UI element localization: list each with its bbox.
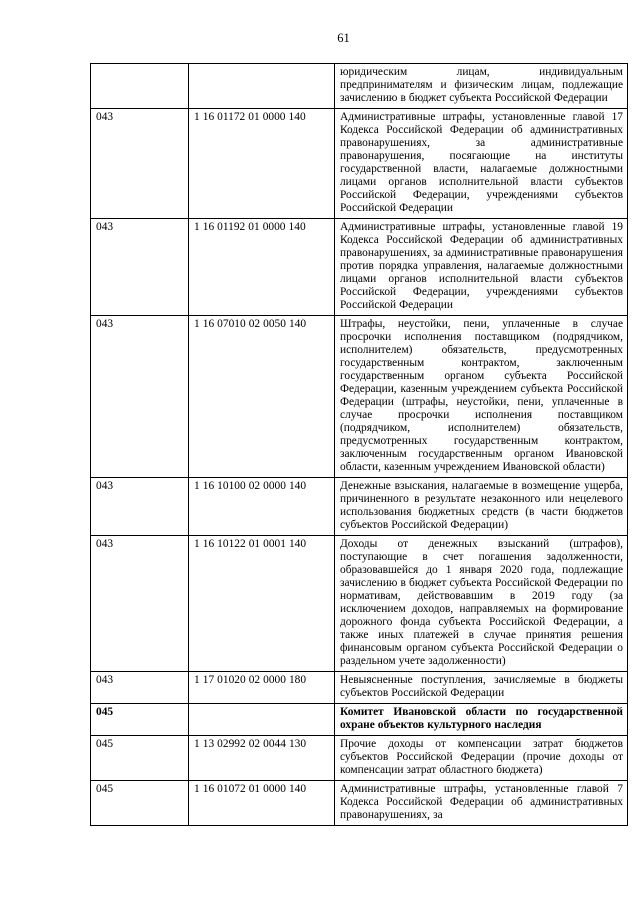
description-cell: юридическим лицам, индивидуальным предпринимателям и физическим лицам, подлежащие зачислению в бюджет субъекта Российской Федерации [335, 64, 628, 109]
table-row [91, 478, 628, 536]
admin-code-cell: 043 [91, 316, 189, 478]
description-cell: Штрафы, неустойки, пени, уплаченные в случае просрочки исполнения поставщиком (подрядчиком, исполнителем) обязательств, предусмотренных государственным контрактом, заключенным государственным органом субъекта Российской Федерации, казенным учреждением субъекта Российской Федерации (штрафы, неустойки, пени, уплаченные в случае просрочки исполнения поставщиком (подрядчиком, исполнителем) обязательств, предусмотренных государственным контрактом, заключенным государственным органом Ивановской области, казенным учреждением Ивановской области) [335, 316, 628, 478]
admin-code-cell: 045 [91, 704, 189, 736]
page-number: 61 [337, 31, 350, 45]
description-cell: Комитет Ивановской области по государственной охране объектов культурного наследия [335, 704, 628, 736]
table-row [91, 781, 628, 826]
kbk-code-cell [189, 64, 335, 109]
description-cell: Административные штрафы, установленные главой 19 Кодекса Российской Федерации об административных правонарушениях, за административные правонарушения против порядка управления, налагаемые должностными лицами органов исполнительной власти субъектов Российской Федерации, учреждениями субъектов Российской Федерации [335, 219, 628, 316]
kbk-code-cell: 1 16 01172 01 0000 140 [189, 109, 335, 219]
description-cell: Административные штрафы, установленные главой 7 Кодекса Российской Федерации об административных правонарушениях, за [335, 781, 628, 826]
description-cell: Административные штрафы, установленные главой 17 Кодекса Российской Федерации об административных правонарушениях, за административные правонарушения, посягающие на институты государственной власти, налагаемые должностными лицами органов исполнительной власти субъектов Российской Федерации, учреждениями субъектов Российской Федерации [335, 109, 628, 219]
kbk-code-cell [189, 704, 335, 736]
kbk-code-cell: 1 16 07010 02 0050 140 [189, 316, 335, 478]
table-row [91, 704, 628, 736]
table-row [91, 219, 628, 316]
kbk-code-cell: 1 16 10122 01 0001 140 [189, 536, 335, 672]
description-cell: Денежные взыскания, налагаемые в возмещение ущерба, причиненного в результате незаконного или нецелевого использования бюджетных средств (в части бюджетов субъектов Российской Федерации) [335, 478, 628, 536]
admin-code-cell: 045 [91, 736, 189, 781]
table-row [91, 736, 628, 781]
admin-code-cell: 043 [91, 478, 189, 536]
kbk-code-cell: 1 16 01192 01 0000 140 [189, 219, 335, 316]
admin-code-cell: 043 [91, 109, 189, 219]
budget-table [90, 63, 628, 826]
kbk-code-cell: 1 17 01020 02 0000 180 [189, 672, 335, 704]
description-cell: Прочие доходы от компенсации затрат бюджетов субъектов Российской Федерации (прочие доходы от компенсации затрат областного бюджета) [335, 736, 628, 781]
table-row [91, 536, 628, 672]
kbk-code-cell: 1 16 10100 02 0000 140 [189, 478, 335, 536]
admin-code-cell: 043 [91, 672, 189, 704]
admin-code-cell [91, 64, 189, 109]
table-row [91, 316, 628, 478]
table-row [91, 672, 628, 704]
table-row [91, 109, 628, 219]
budget-table-body [91, 64, 628, 826]
kbk-code-cell: 1 16 01072 01 0000 140 [189, 781, 335, 826]
description-cell: Невыясненные поступления, зачисляемые в бюджеты субъектов Российской Федерации [335, 672, 628, 704]
admin-code-cell: 043 [91, 219, 189, 316]
admin-code-cell: 043 [91, 536, 189, 672]
table-row [91, 64, 628, 109]
admin-code-cell: 045 [91, 781, 189, 826]
kbk-code-cell: 1 13 02992 02 0044 130 [189, 736, 335, 781]
description-cell: Доходы от денежных взысканий (штрафов), поступающие в счет погашения задолженности, образовавшейся до 1 января 2020 года, подлежащие зачислению в бюджет субъекта Российской Федерации по нормативам, действовавшим в 2019 году (за исключением доходов, направляемых на формирование дорожного фонда субъекта Российской Федерации, а также иных платежей в случае принятия решения финансовым органом субъекта Российской Федерации о раздельном учете задолженности) [335, 536, 628, 672]
